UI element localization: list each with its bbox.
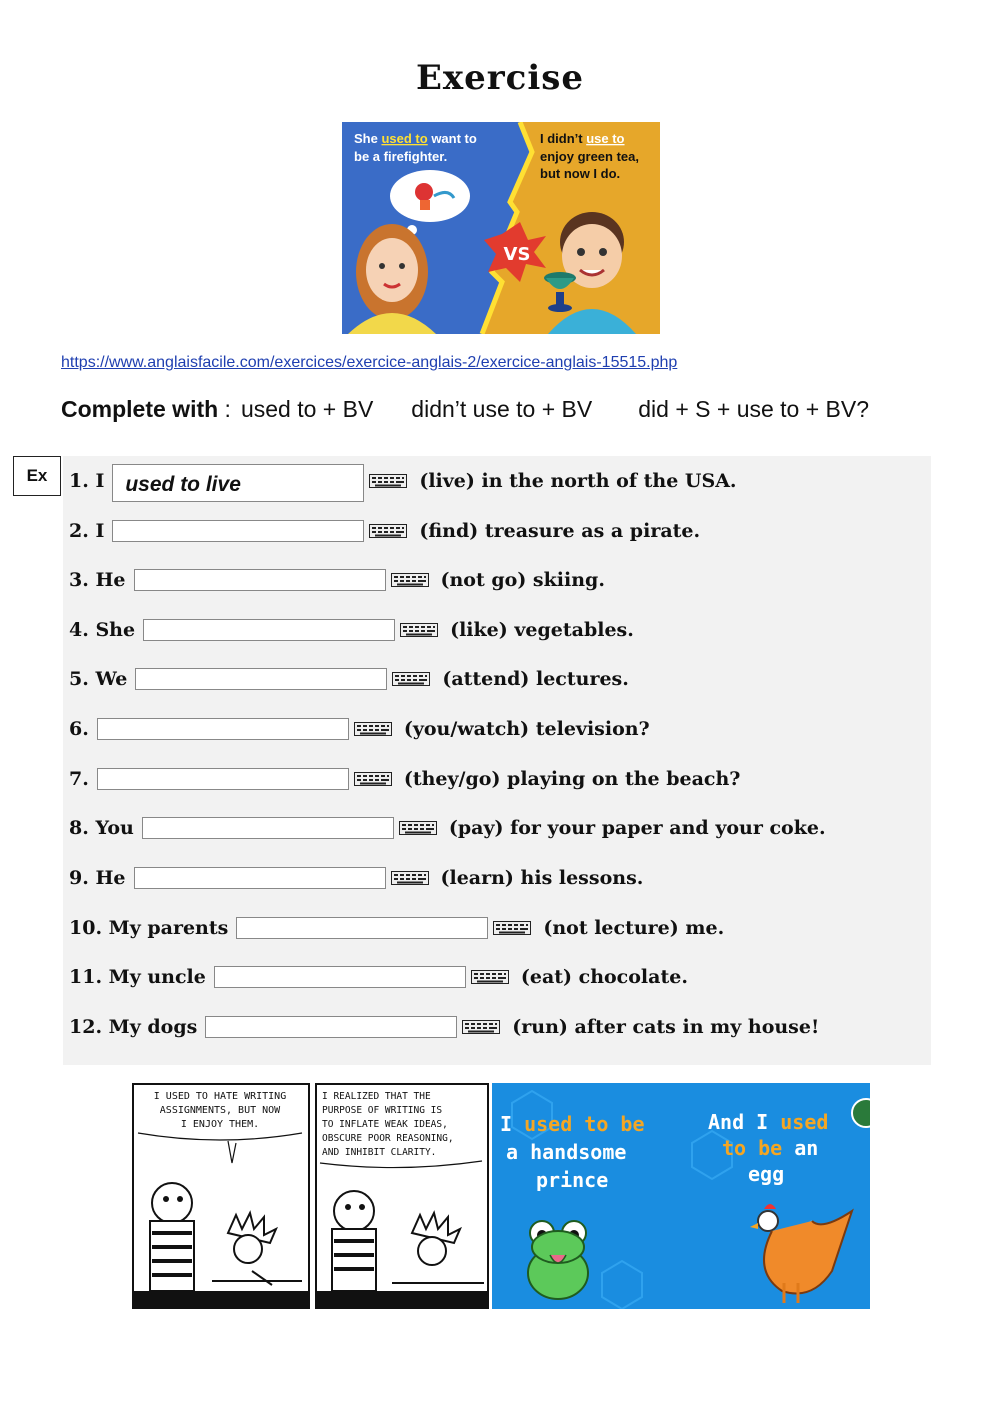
row-hint: (you/watch) television?: [403, 718, 650, 740]
keyboard-icon[interactable]: [391, 871, 429, 885]
row-hint: (pay) for your paper and your coke.: [448, 817, 826, 839]
row-hint: (run) after cats in my house!: [512, 1016, 820, 1038]
svg-text:I used to be: I used to be: [500, 1112, 645, 1136]
svg-text:I REALIZED THAT THE: I REALIZED THAT THE: [322, 1091, 431, 1102]
keyboard-icon[interactable]: [399, 821, 437, 835]
instructions-lead: Complete with: [61, 396, 219, 422]
row-hint: (live) in the north of the USA.: [419, 470, 737, 492]
answer-input-3[interactable]: [134, 569, 386, 591]
answer-input-7[interactable]: [97, 768, 349, 790]
svg-text:to be an: to be an: [722, 1136, 819, 1160]
svg-text:She used to want to: She used to want to: [354, 131, 477, 146]
row-prefix: 5. We: [69, 668, 128, 690]
keyboard-icon[interactable]: [369, 474, 407, 488]
keyboard-icon[interactable]: [493, 921, 531, 935]
exercise-row-9: [69, 863, 643, 893]
comic-panel-1: [133, 1084, 309, 1308]
exercise-row-11: [69, 962, 688, 992]
row-hint: (eat) chocolate.: [520, 966, 688, 988]
svg-text:enjoy green tea,: enjoy green tea,: [540, 149, 639, 164]
row-prefix: 11. My uncle: [69, 966, 206, 988]
answer-input-10[interactable]: [236, 917, 488, 939]
exercise-row-3: [69, 565, 605, 595]
answer-input-6[interactable]: [97, 718, 349, 740]
seal-icon: [852, 1099, 870, 1127]
svg-text:prince: prince: [536, 1168, 609, 1192]
row-prefix: 6.: [69, 718, 89, 740]
exercise-row-8: [69, 813, 826, 843]
exercise-row-12: [69, 1012, 819, 1042]
svg-text:OBSCURE POOR REASONING,: OBSCURE POOR REASONING,: [322, 1133, 454, 1144]
svg-text:I didn’t use to: I didn’t use to: [540, 131, 625, 146]
exercise-row-2: [69, 516, 700, 546]
exercise-row-5: [69, 664, 629, 694]
option-didnt-use-to: didn’t use to + BV: [411, 396, 593, 422]
keyboard-icon[interactable]: [354, 772, 392, 786]
comic-strip: [132, 1083, 870, 1309]
svg-text:I ENJOY THEM.: I ENJOY THEM.: [180, 1119, 260, 1130]
option-used-to: used to + BV: [240, 396, 374, 422]
exercise-row-6: [69, 714, 650, 744]
keyboard-icon[interactable]: [391, 573, 429, 587]
exercise-row-10: [69, 913, 724, 943]
row-hint: (find) treasure as a pirate.: [419, 520, 701, 542]
exercise-row-1: [69, 466, 737, 496]
option-did-use-to: did + S + use to + BV?: [638, 396, 870, 422]
row-hint: (not go) skiing.: [440, 569, 605, 591]
keyboard-icon[interactable]: [354, 722, 392, 736]
svg-text:PURPOSE OF WRITING IS: PURPOSE OF WRITING IS: [322, 1105, 443, 1116]
svg-text:And I used: And I used: [708, 1110, 829, 1134]
answer-input-9[interactable]: [134, 867, 386, 889]
example-label: Ex: [13, 456, 61, 496]
row-prefix: 7.: [69, 768, 89, 790]
svg-text:but now I do.: but now I do.: [540, 166, 621, 181]
svg-text:I USED TO HATE WRITING: I USED TO HATE WRITING: [153, 1091, 287, 1102]
comic-panel-2: [316, 1084, 488, 1308]
row-prefix: 8. You: [69, 817, 134, 839]
tiger-cartoon-icon: [332, 1191, 376, 1291]
svg-text:TO INFLATE WEAK IDEAS,: TO INFLATE WEAK IDEAS,: [322, 1119, 448, 1130]
row-prefix: 4. She: [69, 619, 136, 641]
svg-text:be a firefighter.: be a firefighter.: [354, 149, 448, 164]
row-hint: (attend) lectures.: [442, 668, 629, 690]
keyboard-icon[interactable]: [400, 623, 438, 637]
answer-input-4[interactable]: [143, 619, 395, 641]
answer-input-5[interactable]: [135, 668, 387, 690]
row-prefix: 12. My dogs: [69, 1016, 198, 1038]
instructions-colon: :: [218, 396, 231, 422]
row-prefix: 10. My parents: [69, 917, 229, 939]
row-prefix: 3. He: [69, 569, 126, 591]
frog-chicken-meme: [492, 1083, 870, 1309]
answer-input-11[interactable]: [214, 966, 466, 988]
exercise-row-7: [69, 764, 740, 794]
instructions: [61, 396, 869, 423]
svg-text:AND INHIBIT CLARITY.: AND INHIBIT CLARITY.: [322, 1147, 437, 1158]
row-prefix: 1. I: [69, 470, 105, 492]
keyboard-icon[interactable]: [471, 970, 509, 984]
tiger-cartoon-icon: [150, 1183, 194, 1291]
frog-icon: [528, 1221, 588, 1299]
row-hint: (they/go) playing on the beach?: [403, 768, 741, 790]
keyboard-icon[interactable]: [462, 1020, 500, 1034]
answer-input-1[interactable]: used to live: [112, 464, 364, 502]
row-prefix: 2. I: [69, 520, 105, 542]
answer-input-2[interactable]: [112, 520, 364, 542]
exercise-row-4: [69, 615, 634, 645]
svg-text:egg: egg: [748, 1162, 785, 1186]
keyboard-icon[interactable]: [369, 524, 407, 538]
hero-illustration: [342, 122, 660, 334]
source-link[interactable]: https://www.anglaisfacile.com/exercices/exercice-anglais-2/exercice-anglais-15515.php: [61, 354, 678, 371]
answer-input-12[interactable]: [205, 1016, 457, 1038]
row-hint: (learn) his lessons.: [440, 867, 644, 889]
keyboard-icon[interactable]: [392, 672, 430, 686]
answer-input-8[interactable]: [142, 817, 394, 839]
row-hint: (not lecture) me.: [543, 917, 725, 939]
row-prefix: 9. He: [69, 867, 126, 889]
svg-text:VS: VS: [503, 244, 531, 265]
svg-text:a handsome: a handsome: [506, 1140, 627, 1164]
svg-text:ASSIGNMENTS, BUT NOW: ASSIGNMENTS, BUT NOW: [159, 1105, 281, 1116]
row-hint: (like) vegetables.: [450, 619, 634, 641]
page-title: Exercise: [415, 58, 585, 98]
